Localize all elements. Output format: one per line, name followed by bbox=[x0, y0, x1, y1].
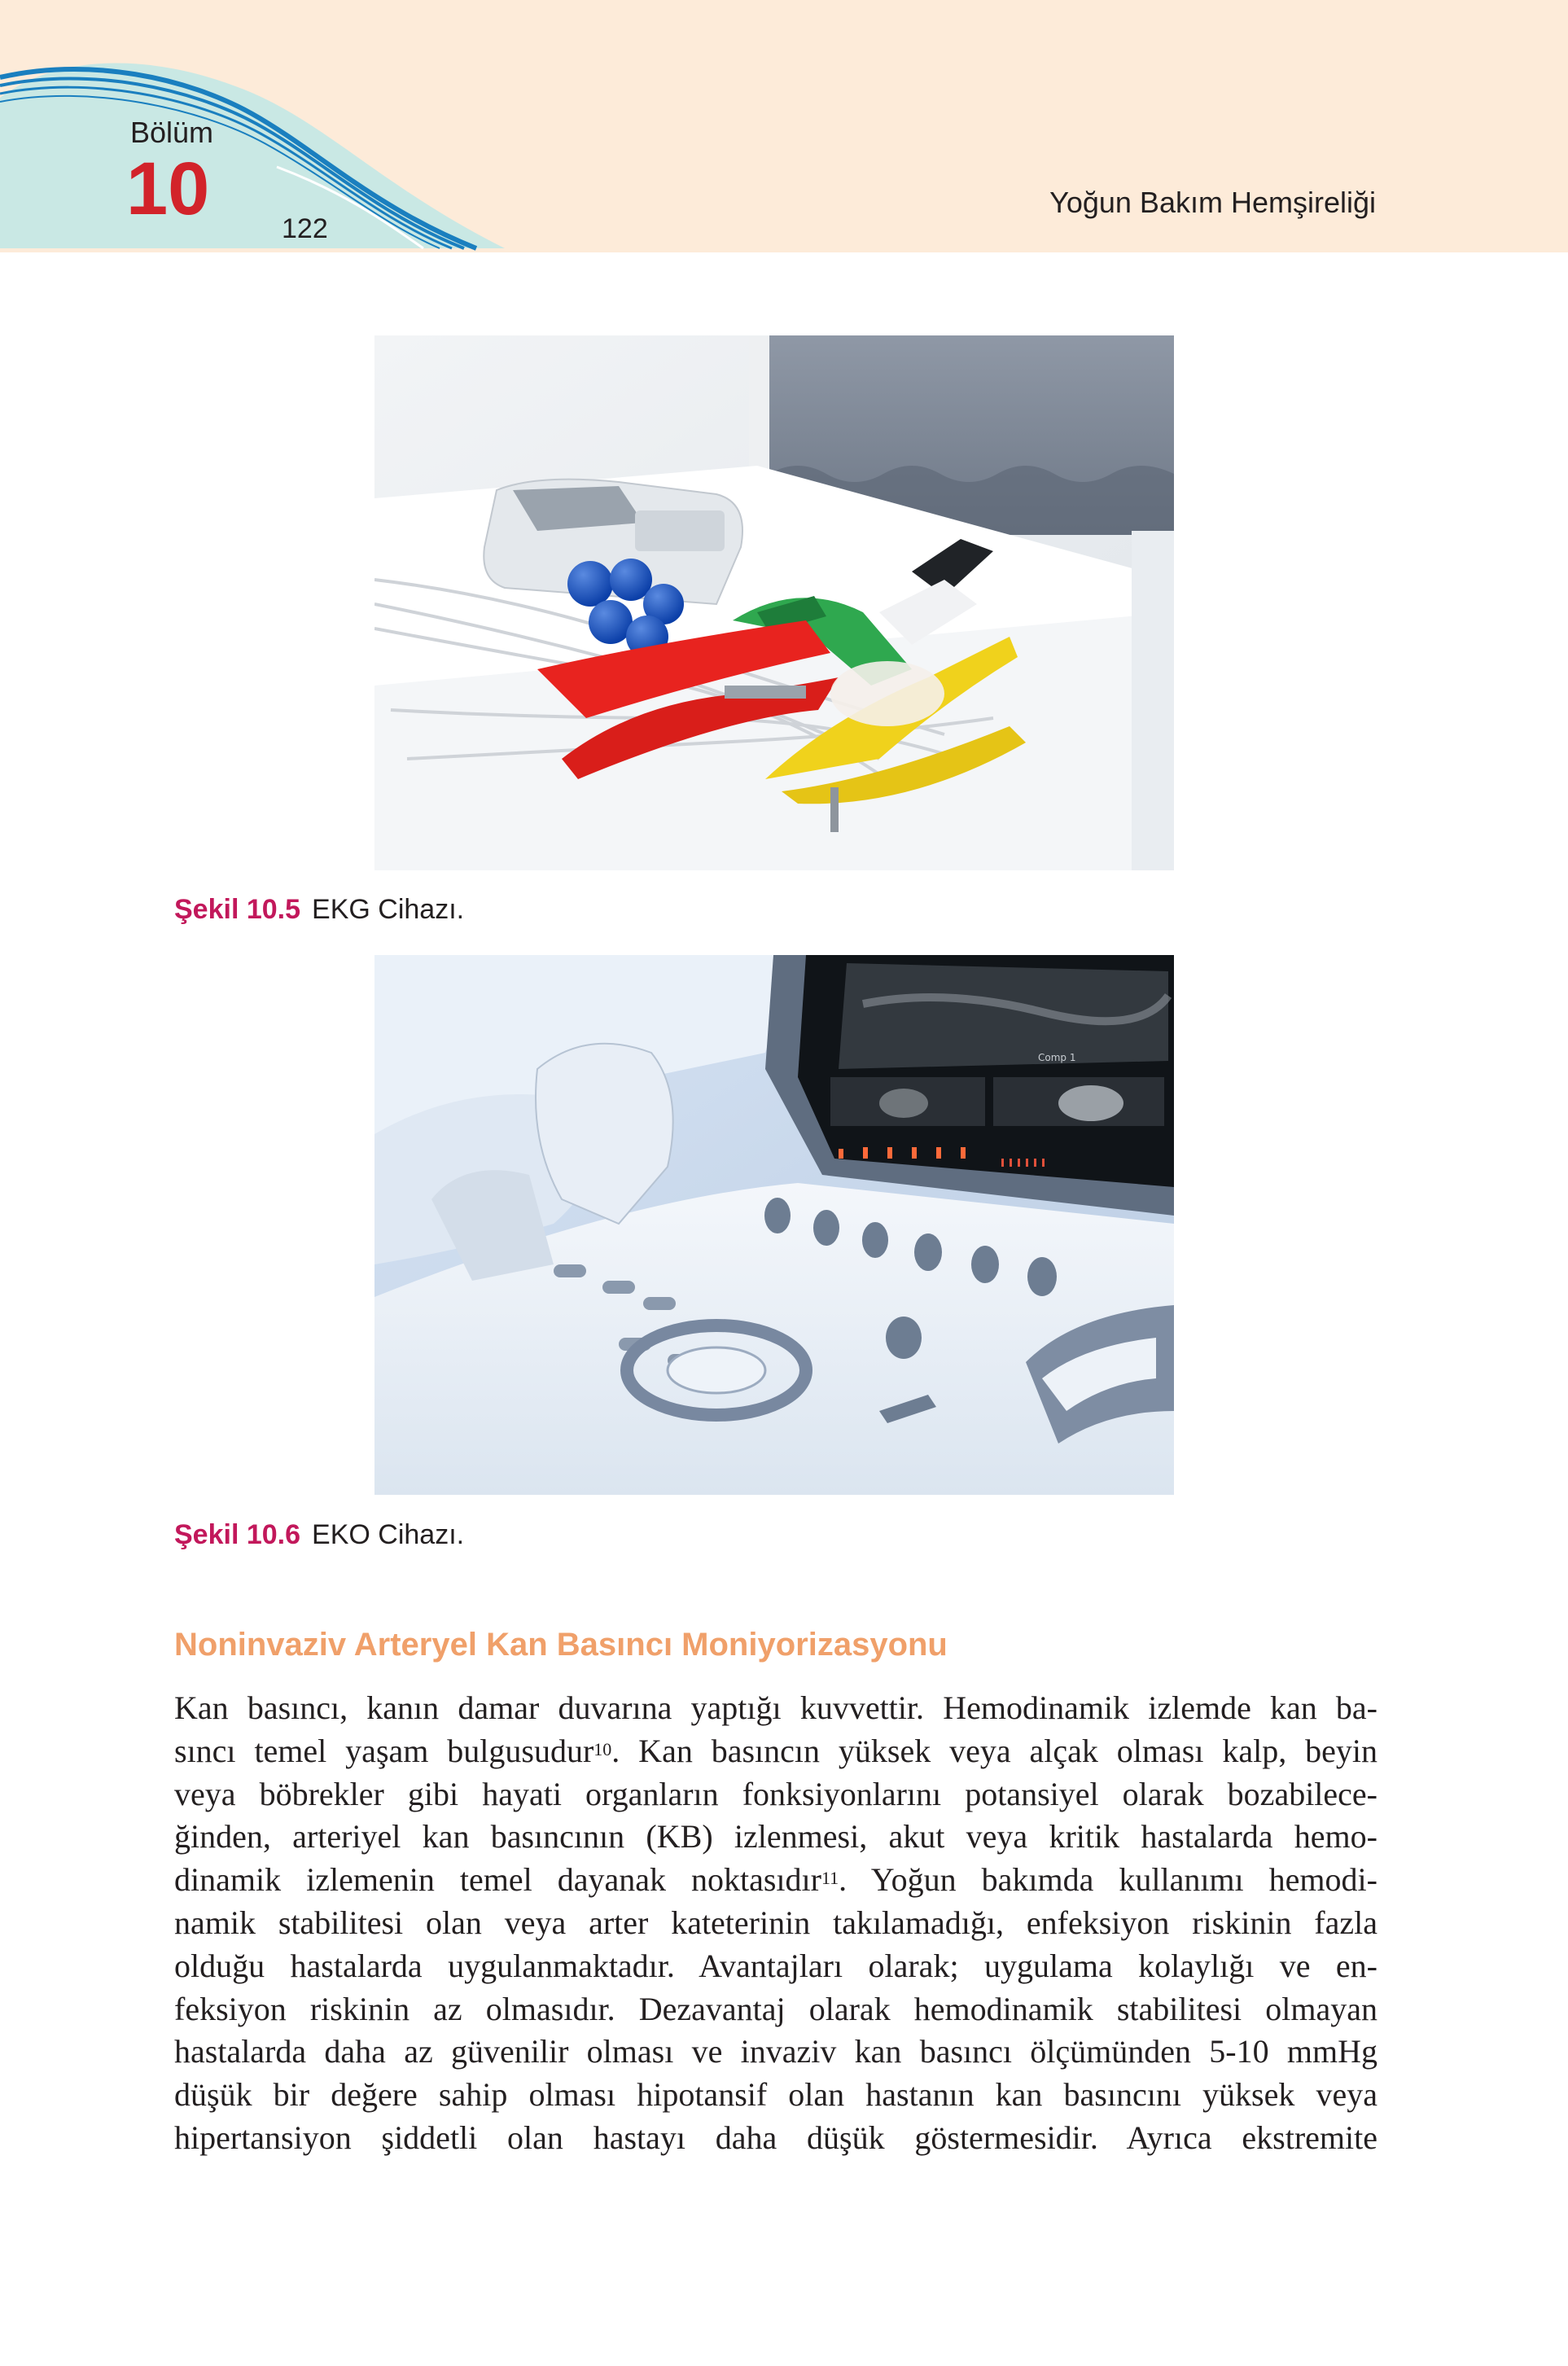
line-text: namik stabilitesi olan veya arter kateterinin takılamadığı, enfeksiyon riskinin fazla bbox=[174, 1904, 1377, 1941]
line-text: . Kan basıncın yüksek veya alçak olması kalp, beyin bbox=[611, 1732, 1377, 1769]
paragraph-line bbox=[174, 1988, 1377, 2031]
paragraph-line bbox=[174, 2074, 1377, 2117]
reference-marker: 11 bbox=[821, 1868, 839, 1889]
paragraph-line bbox=[174, 1730, 1377, 1773]
line-text: ğinden, arteriyel kan basıncının (KB) izlenmesi, akut veya kritik hastalarda hemo- bbox=[174, 1818, 1377, 1856]
running-title: Yoğun Bakım Hemşireliği bbox=[1049, 186, 1376, 219]
figure-caption bbox=[174, 1519, 464, 1551]
line-text: hipertansiyon şiddetli olan hastayı daha düşük göstermesidir. Ayrıca ekstremite bbox=[174, 2118, 1377, 2156]
figure-label: Şekil 10.6 bbox=[174, 1519, 301, 1550]
chapter-number: 10 bbox=[126, 147, 210, 230]
paragraph-line bbox=[174, 1816, 1377, 1859]
line-text: feksiyon riskinin az olmasıdır. Dezavantaj olarak hemodinamik stabilitesi olmayan bbox=[174, 1990, 1377, 2027]
paragraph-line bbox=[174, 2031, 1377, 2074]
line-text: düşük bir değere sahip olması hipotansif olan hastanın kan basıncını yüksek veya bbox=[174, 2076, 1377, 2114]
ecg-device-photo bbox=[374, 335, 1174, 870]
paragraph-line bbox=[174, 1902, 1377, 1945]
line-text: veya böbrekler gibi hayati organların fonksiyonlarını potansiyel olarak bozabilece- bbox=[174, 1775, 1377, 1812]
paragraph-line bbox=[174, 1859, 1377, 1902]
body-paragraph bbox=[174, 1687, 1377, 2160]
figure-caption bbox=[174, 894, 464, 926]
page-number: 122 bbox=[282, 213, 328, 244]
reference-marker: 10 bbox=[593, 1738, 612, 1759]
chapter-word: Bölüm bbox=[130, 116, 214, 149]
figure-caption-text: EKG Cihazı. bbox=[312, 894, 465, 925]
echo-device-photo bbox=[374, 955, 1174, 1495]
paragraph-line bbox=[174, 1773, 1377, 1816]
line-text: olduğu hastalarda uygulanmaktadır. Avantajları olarak; uygulama kolaylığı ve en- bbox=[174, 1947, 1377, 1984]
section-heading: Noninvaziv Arteryel Kan Basıncı Moniyorizasyonu bbox=[174, 1627, 948, 1663]
figure-caption-text: EKO Cihazı. bbox=[312, 1519, 465, 1550]
line-text: Kan basıncı, kanın damar duvarına yaptığı kuvvettir. Hemodinamik izlemde kan ba- bbox=[174, 1689, 1377, 1726]
line-text: . Yoğun bakımda kullanımı hemodi- bbox=[839, 1861, 1377, 1899]
figure-label: Şekil 10.5 bbox=[174, 894, 301, 925]
line-text: hastalarda daha az güvenilir olması ve invaziv kan basıncı ölçümünden 5-10 mmHg bbox=[174, 2033, 1377, 2070]
line-text: dinamik izlemenin temel dayanak noktasıdır bbox=[174, 1861, 821, 1899]
screen-label: Comp 1 bbox=[1038, 1052, 1076, 1063]
line-text: sıncı temel yaşam bulgusudur bbox=[174, 1732, 594, 1769]
paragraph-line bbox=[174, 1687, 1377, 1730]
chapter-wave-decoration bbox=[0, 0, 505, 252]
paragraph-line bbox=[174, 1945, 1377, 1988]
paragraph-line bbox=[174, 2117, 1377, 2160]
